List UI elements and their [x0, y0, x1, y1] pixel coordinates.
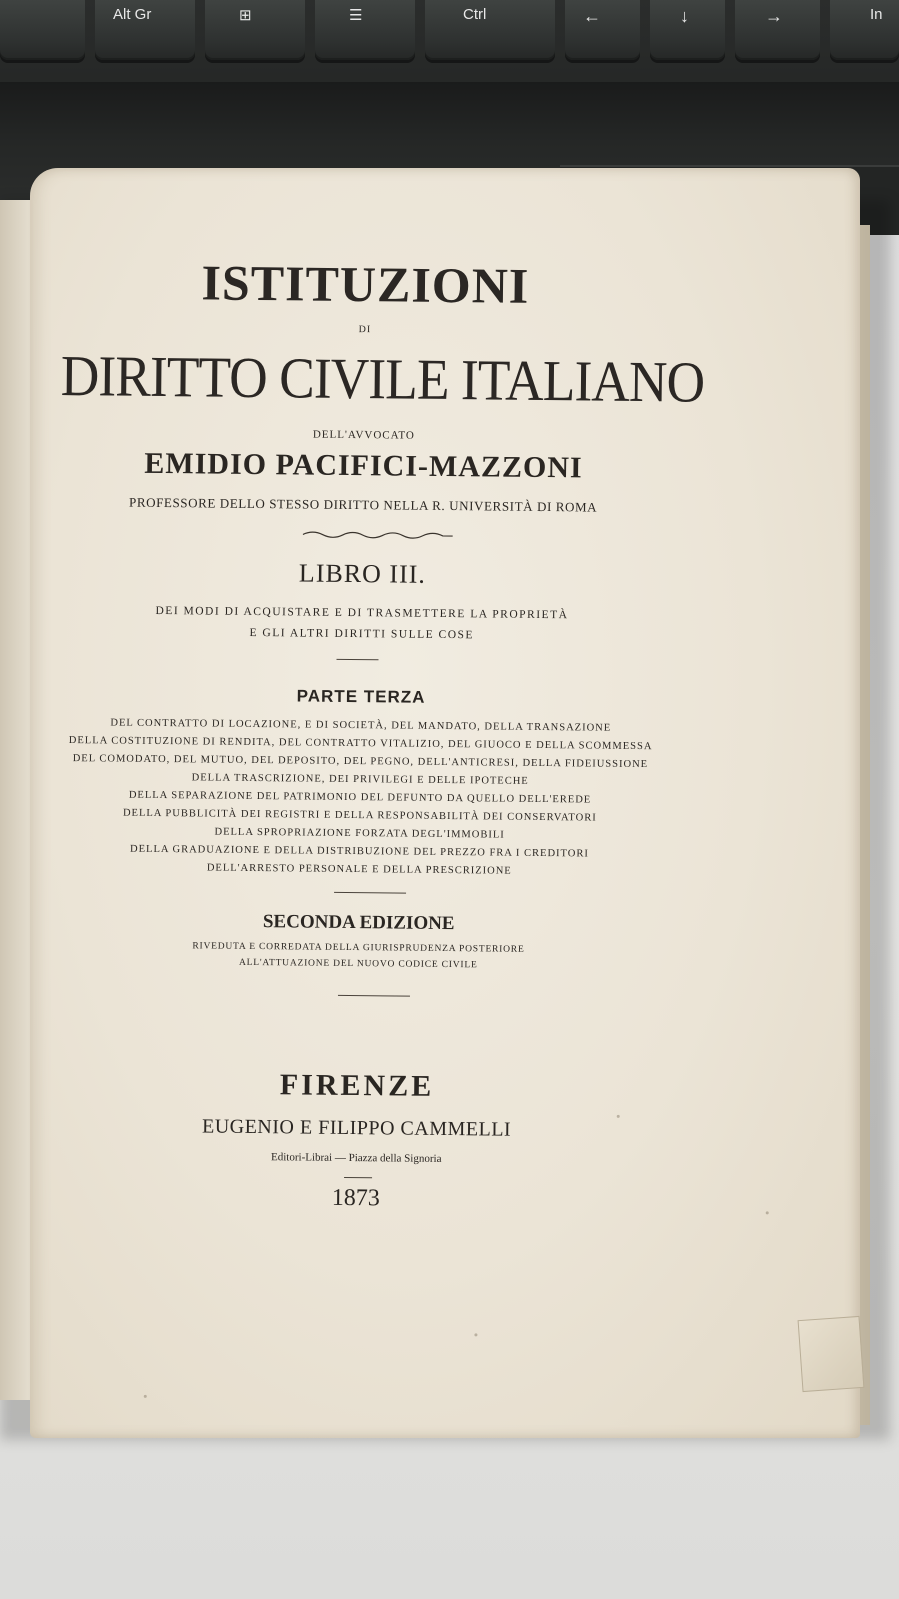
divider-rule: [344, 1177, 372, 1178]
folded-page-corner: [798, 1316, 865, 1392]
divider-rule: [334, 892, 406, 894]
contents-line: DELLA SPROPRIAZIONE FORZATA DEGL'IMMOBILI: [214, 826, 505, 841]
publisher-note: Editori-Librai — Piazza della Signoria: [270, 1151, 442, 1165]
key-ctrl-label: Ctrl: [463, 6, 487, 23]
part-heading: PARTE TERZA: [296, 686, 426, 707]
key-windows: [205, 0, 305, 60]
ornament-rule: [303, 529, 453, 541]
key-insert-label: In: [870, 6, 883, 23]
divider-rule: [338, 995, 410, 997]
key-ctrl: [425, 0, 555, 60]
volume-subtitle-line-2: E GLI ALTRI DIRITTI SULLE COSE: [249, 626, 475, 642]
contents-line: DEL CONTRATTO DI LOCAZIONE, E DI SOCIETÀ, DEL MANDATO, DELLA TRANSAZIONE: [110, 717, 612, 734]
publisher-name: EUGENIO E FILIPPO CAMMELLI: [201, 1115, 512, 1141]
edition-note-line-2: ALL'ATTUAZIONE DEL NUOVO CODICE CIVILE: [238, 957, 478, 971]
paper-speck: [474, 1333, 477, 1336]
publication-year: 1873: [331, 1184, 380, 1212]
key-altgr: [95, 0, 195, 60]
author-name: EMIDIO PACIFICI-MAZZONI: [144, 446, 583, 485]
paper-speck: [617, 1115, 620, 1118]
title-page: [30, 168, 860, 1438]
keyboard-key-row: [0, 0, 899, 72]
author-prefix: DELL'AVVOCATO: [312, 428, 415, 442]
arrow-left-icon: ←: [583, 6, 601, 26]
book-subject: DIRITTO CIVILE ITALIANO: [60, 342, 705, 415]
key-left: [565, 0, 640, 60]
book-title: ISTITUZIONI: [201, 254, 530, 314]
paper-speck: [144, 1395, 147, 1398]
edition-heading: SECONDA EDIZIONE: [262, 911, 455, 935]
volume-subtitle-line-1: DEI MODI DI ACQUISTARE E DI TRASMETTERE LA PROPRIETÀ: [155, 604, 569, 622]
paper-speck: [766, 1211, 769, 1214]
arrow-right-icon: →: [765, 6, 783, 26]
arrow-down-icon: ↓: [680, 6, 689, 26]
edition-note-line-1: RIVEDUTA E CORREDATA DELLA GIURISPRUDENZA POSTERIORE: [192, 941, 525, 955]
key-menu: [315, 0, 415, 60]
book-volume: LIBRO III.: [298, 558, 427, 589]
contents-line: DELLA COSTITUZIONE DI RENDITA, DEL CONTRATTO VITALIZIO, DEL GIUOCO E DELLA SCOMMESSA: [68, 735, 653, 753]
publication-city: FIRENZE: [279, 1068, 435, 1103]
divider-rule: [336, 659, 378, 660]
contents-line: DELL'ARRESTO PERSONALE E DELLA PRESCRIZIONE: [206, 862, 512, 877]
contents-line: DEL COMODATO, DEL MUTUO, DEL DEPOSITO, DEL PEGNO, DELL'ANTICRESI, DELLA FIDEIUSSIONE: [72, 753, 649, 771]
key-altgr-label: Alt Gr: [113, 6, 152, 23]
key-blank: [0, 0, 85, 60]
contents-line: DELLA SEPARAZIONE DEL PATRIMONIO DEL DEFUNTO DA QUELLO DELL'EREDE: [128, 789, 592, 806]
contents-line: DELLA TRASCRIZIONE, DEI PRIVILEGI E DELLE IPOTECHE: [191, 772, 529, 787]
key-down: [650, 0, 725, 60]
menu-icon: ☰: [349, 7, 363, 24]
author-role: PROFESSORE DELLO STESSO DIRITTO NELLA R. UNIVERSITÀ DI ROMA: [128, 494, 598, 515]
key-right: [735, 0, 820, 60]
title-connector: DI: [358, 324, 372, 336]
windows-icon: ⊞: [239, 7, 252, 24]
contents-line: DELLA GRADUAZIONE E DELLA DISTRIBUZIONE DEL PREZZO FRA I CREDITORI: [130, 843, 589, 860]
contents-line: DELLA PUBBLICITÀ DEI REGISTRI E DELLA RESPONSABILITÀ DEI CONSERVATORI: [122, 807, 597, 824]
title-page-content: [23, 164, 866, 1443]
key-insert: [830, 0, 899, 60]
